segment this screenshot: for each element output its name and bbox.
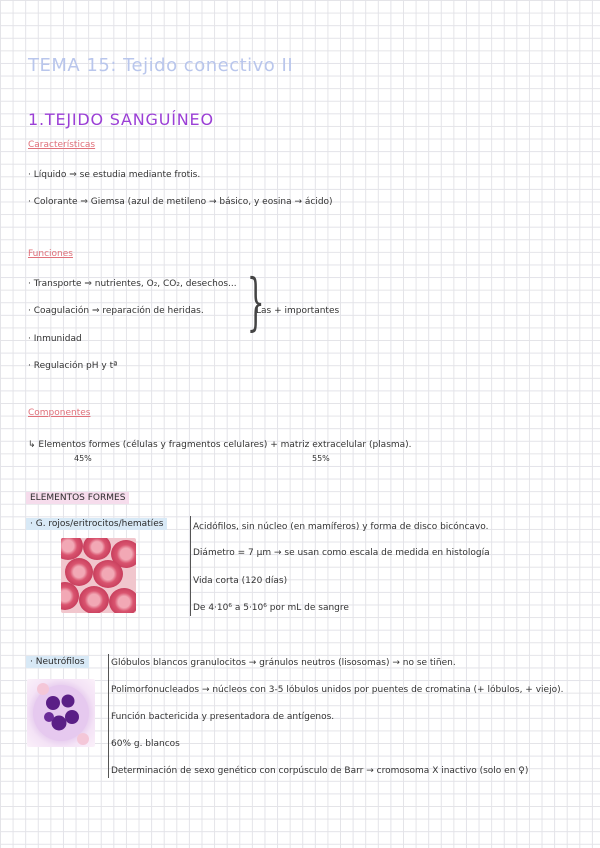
neutrofilo-item: Glóbulos blancos granulocitos → gránulos neutros (lisosomas) → no se tiñen. — [111, 658, 456, 668]
page-title: TEMA 15: Tejido conectivo II — [28, 55, 294, 76]
elementos-formes-label: ELEMENTOS FORMES — [26, 492, 129, 504]
pct-matriz: 55% — [312, 454, 330, 463]
brace-note: Las + importantes — [256, 306, 340, 316]
neutrophil-micrograph — [27, 679, 95, 747]
caracteristicas-label: Características — [28, 140, 96, 150]
curly-brace-icon: } — [246, 265, 265, 338]
rojos-item: Vida corta (120 días) — [193, 576, 288, 586]
funcion-item: · Regulación pH y tª — [28, 361, 118, 371]
neutrofilo-item: Determinación de sexo genético con corpúsculo de Barr → cromosoma X inactivo (solo en ♀) — [111, 766, 529, 776]
pct-formes: 45% — [74, 454, 92, 463]
neutrofilo-item: Función bactericida y presentadora de antígenos. — [111, 712, 335, 722]
neutrofilos-divider — [108, 654, 109, 778]
funcion-item: · Coagulación ⇒ reparación de heridas. — [28, 306, 204, 316]
funciones-label: Funciones — [28, 249, 73, 259]
section-heading: 1.TEJIDO SANGUÍNEO — [28, 110, 214, 129]
componentes-label: Componentes — [28, 408, 91, 418]
rojos-label: · G. rojos/eritrocitos/hematíes — [26, 518, 167, 530]
rojos-item: De 4·10⁶ a 5·10⁶ por mL de sangre — [193, 603, 349, 613]
neutrofilos-label: · Neutrófilos — [26, 656, 89, 668]
neutrofilo-item: 60% g. blancos — [111, 739, 180, 749]
caracteristica-item: · Colorante ⇒ Giemsa (azul de metileno → básico, y eosina → ácido) — [28, 197, 333, 207]
rojos-item: Diámetro = 7 µm → se usan como escala de medida en histología — [193, 548, 490, 558]
erythrocyte-micrograph — [61, 538, 136, 613]
componentes-line: ↳ Elementos formes (células y fragmentos celulares) + matriz extracelular (plasma). — [28, 440, 412, 450]
rojos-divider — [190, 516, 191, 616]
funcion-item: · Inmunidad — [28, 334, 82, 344]
funcion-item: · Transporte ⇒ nutrientes, O₂, CO₂, desechos... — [28, 279, 237, 289]
neutrofilo-item: Polimorfonucleados → núcleos con 3-5 lóbulos unidos por puentes de cromatina (+ lóbulos, + viejo). — [111, 685, 564, 695]
caracteristica-item: · Líquido ⇒ se estudia mediante frotis. — [28, 170, 201, 180]
rojos-item: Acidófilos, sin núcleo (en mamíferos) y forma de disco bicóncavo. — [193, 522, 489, 532]
